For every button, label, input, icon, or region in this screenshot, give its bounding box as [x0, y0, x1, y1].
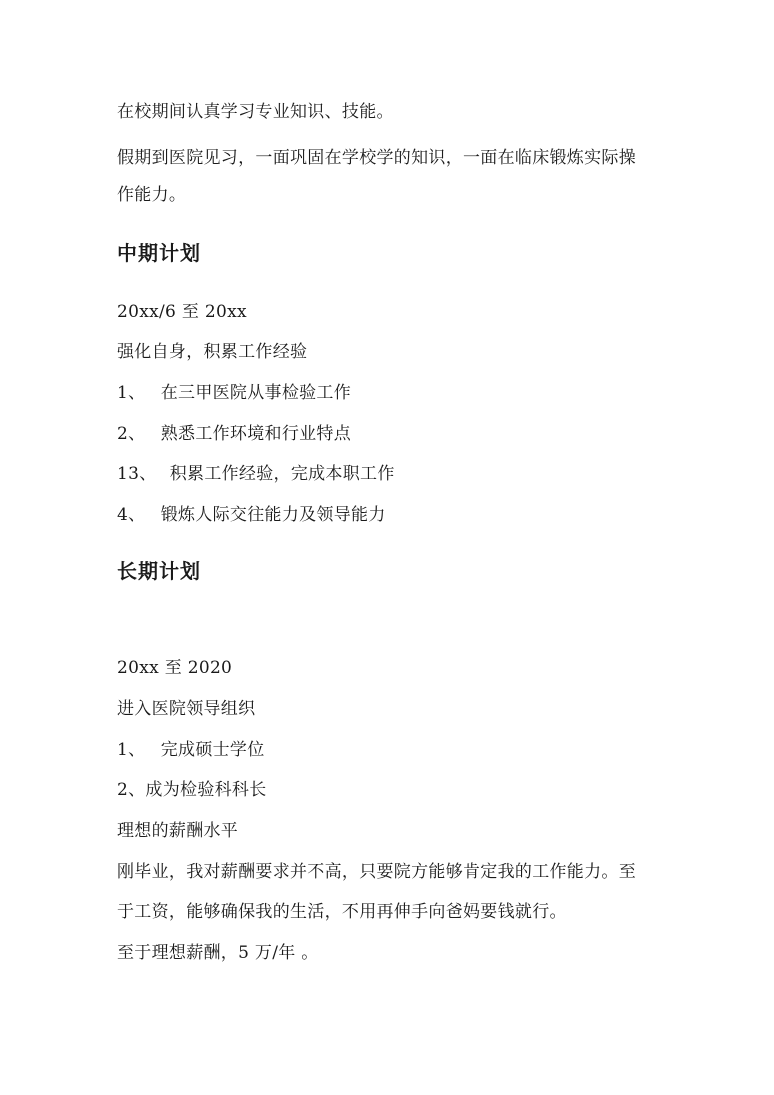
- item-number: 2、: [117, 424, 146, 444]
- salary-paragraph-line-1: 刚毕业，我对薪酬要求并不高，只要院方能够肯定我的工作能力。至: [117, 862, 636, 882]
- early-plan-line-2: 假期到医院见习，一面巩固在学校学的知识，一面在临床锻炼实际操: [117, 148, 636, 168]
- mid-term-item: [117, 462, 395, 486]
- early-plan-line-1: 在校期间认真学习专业知识、技能。: [117, 102, 394, 122]
- mid-term-item: [117, 503, 386, 527]
- long-term-heading: 长期计划: [117, 559, 201, 583]
- mid-term-heading: 中期计划: [117, 241, 201, 265]
- ideal-salary-line: 至于理想薪酬，5 万/年 。: [117, 943, 319, 963]
- item-number: 13、: [117, 464, 157, 484]
- item-text: 在三甲医院从事检验工作: [160, 383, 352, 403]
- mid-term-goal: 强化自身，积累工作经验: [117, 342, 308, 362]
- long-term-item: 2、成为检验科科长: [117, 780, 267, 800]
- early-plan-line-3: 作能力。: [117, 185, 187, 205]
- item-text: 熟悉工作环境和行业特点: [160, 424, 352, 444]
- item-text: 积累工作经验，完成本职工作: [169, 464, 395, 484]
- long-term-goal: 进入医院领导组织: [117, 699, 256, 719]
- item-text: 完成硕士学位: [160, 740, 265, 760]
- item-number: 1、: [117, 383, 146, 403]
- salary-heading: 理想的薪酬水平: [117, 821, 239, 841]
- long-term-period: 20xx 至 2020: [117, 658, 233, 678]
- item-text: 锻炼人际交往能力及领导能力: [160, 505, 386, 525]
- long-term-item: [117, 738, 265, 762]
- salary-paragraph-line-2: 于工资，能够确保我的生活，不用再伸手向爸妈要钱就行。: [117, 902, 567, 922]
- item-number: 4、: [117, 505, 146, 525]
- mid-term-period: 20xx/6 至 20xx: [117, 302, 247, 322]
- mid-term-item: [117, 422, 351, 446]
- item-number: 1、: [117, 740, 146, 760]
- mid-term-item: [117, 381, 351, 405]
